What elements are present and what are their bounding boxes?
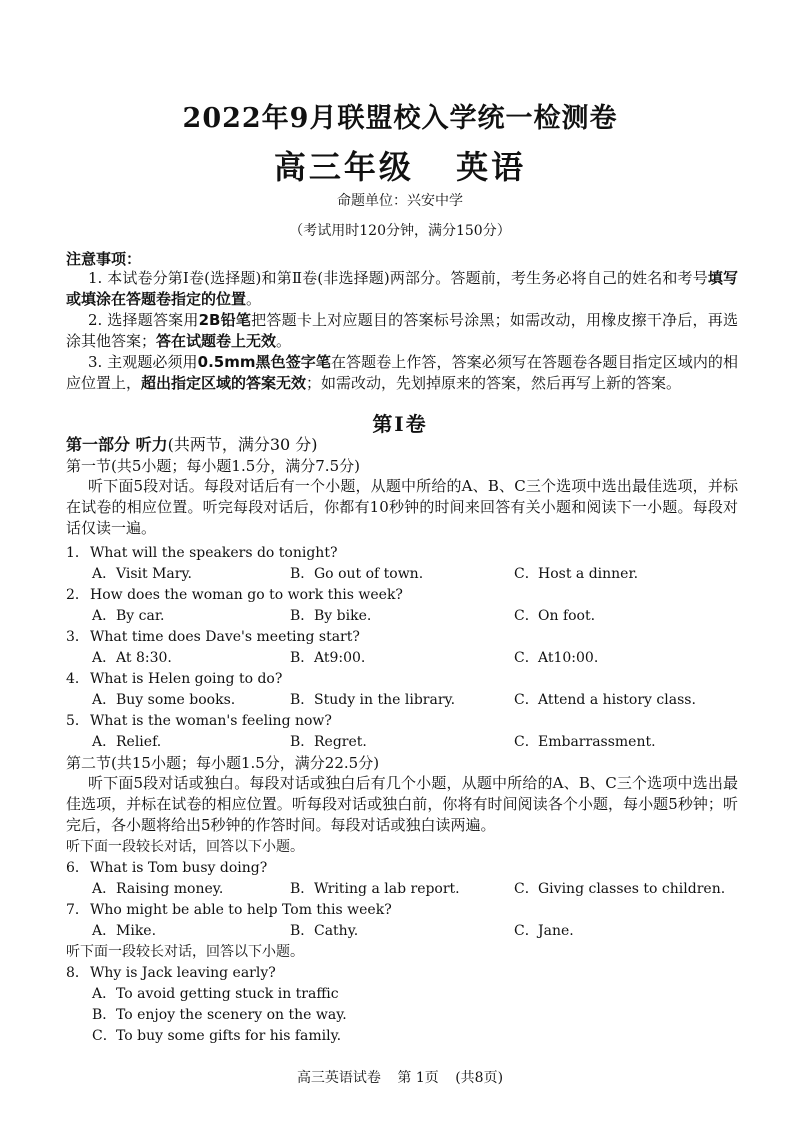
section1-instructions: 听下面5段对话。每段对话后有一个小题，从题中所给的A、B、C三个选项中选出最佳选项，并标在试卷的相应位置。听完每段对话后，你都有10秒钟的时间来回答有关小题和阅读下一小题。每段对话仅读一遍。	[66, 477, 738, 537]
q8-option-c: C．To buy some gifts for his family.	[92, 1028, 342, 1044]
q2-option-a: A．By car.	[92, 608, 165, 624]
q4-option-a: A．Buy some books.	[92, 692, 236, 708]
setter-unit: 命题单位：兴安中学	[337, 193, 463, 209]
q6-option-a: A．Raising money.	[92, 881, 224, 897]
section1-title: 第一节(共5小题；每小题1.5分，满分7.5分)	[66, 457, 360, 475]
question-7: 7．Who might be able to help Tom this week?	[66, 902, 392, 918]
grade-label: 高三年级	[273, 148, 414, 186]
footer-paper-name: 高三英语试卷	[296, 1070, 381, 1086]
q6-option-b: B．Writing a lab report.	[290, 881, 460, 897]
notice-item-3: 3. 主观题必须用0.5mm黑色签字笔在答题卷上作答，答案必须写在答题卷各题目指定区域内的相应位置上，超出指定区域的答案无效；如需改动，先划掉原来的答案，然后再写上新的答案。	[66, 353, 738, 392]
footer-total-pages: (共8页)	[455, 1070, 504, 1086]
question-6: 6．What is Tom busy doing?	[66, 860, 268, 876]
question-1: 1．What will the speakers do tonight?	[66, 545, 338, 561]
q1-option-a: A．Visit Mary.	[92, 566, 192, 582]
notice-item-2: 2. 选择题答案用2B铅笔把答题卡上对应题目的答案标号涂黑；如需改动，用橡皮擦干净后，再选涂其他答案；答在试题卷上无效。	[66, 311, 738, 350]
exam-title: 2022年9月联盟校入学统一检测卷	[182, 103, 618, 134]
q3-option-c: C．At10:00.	[514, 650, 599, 666]
q8-option-a: A．To avoid getting stuck in traffic	[92, 986, 339, 1002]
question-3: 3．What time does Dave's meeting start?	[66, 629, 360, 645]
q6-option-c: C．Giving classes to children.	[514, 881, 726, 897]
page-footer	[0, 1067, 800, 1087]
exam-time: （考试用时120分钟，满分150分）	[289, 223, 511, 239]
question-2: 2．How does the woman go to work this week?	[66, 587, 403, 603]
q5-option-b: B．Regret.	[290, 734, 367, 750]
dialogue-note-1: 听下面一段较长对话，回答以下小题。	[66, 839, 304, 855]
subject-label: 英语	[456, 148, 527, 186]
notice-item-1: 1. 本试卷分第Ⅰ卷(选择题)和第Ⅱ卷(非选择题)两部分。答题前，考生务必将自己的姓名和考号填写或填涂在答题卷指定的位置。	[66, 269, 738, 308]
footer-page-number: 第 1页	[397, 1070, 439, 1086]
q2-option-c: C．On foot.	[514, 608, 596, 624]
q4-option-c: C．Attend a history class.	[514, 692, 696, 708]
q1-option-c: C．Host a dinner.	[514, 566, 639, 582]
question-8: 8．Why is Jack leaving early?	[66, 965, 276, 981]
part1-title: 第一部分 听力(共两节，满分30 分)	[66, 435, 318, 454]
exam-subtitle	[0, 142, 800, 188]
section2-title: 第二节(共15小题；每小题1.5分，满分22.5分)	[66, 754, 380, 772]
q5-option-c: C．Embarrassment.	[514, 734, 656, 750]
q7-option-a: A．Mike.	[92, 923, 157, 939]
q8-option-b: B．To enjoy the scenery on the way.	[92, 1007, 347, 1023]
q2-option-b: B．By bike.	[290, 608, 372, 624]
q3-option-a: A．At 8:30.	[92, 650, 172, 666]
notice-heading: 注意事项：	[66, 250, 142, 268]
question-4: 4．What is Helen going to do?	[66, 671, 283, 687]
q5-option-a: A．Relief.	[92, 734, 162, 750]
volume-title: 第Ⅰ卷	[372, 412, 428, 436]
q7-option-b: B．Cathy.	[290, 923, 359, 939]
question-5: 5．What is the woman's feeling now?	[66, 713, 332, 729]
q1-option-b: B．Go out of town.	[290, 566, 424, 582]
q4-option-b: B．Study in the library.	[290, 692, 456, 708]
dialogue-note-2: 听下面一段较长对话，回答以下小题。	[66, 944, 304, 960]
q7-option-c: C．Jane.	[514, 923, 574, 939]
section2-instructions: 听下面5段对话或独白。每段对话或独白后有几个小题，从题中所给的A、B、C三个选项中选出最佳选项，并标在试卷的相应位置。听每段对话或独白前，你将有时间阅读各个小题，每小题5秒钟；听完后，各小题将给出5秒钟的作答时间。每段对话或独白读两遍。	[66, 774, 738, 834]
q3-option-b: B．At9:00.	[290, 650, 366, 666]
